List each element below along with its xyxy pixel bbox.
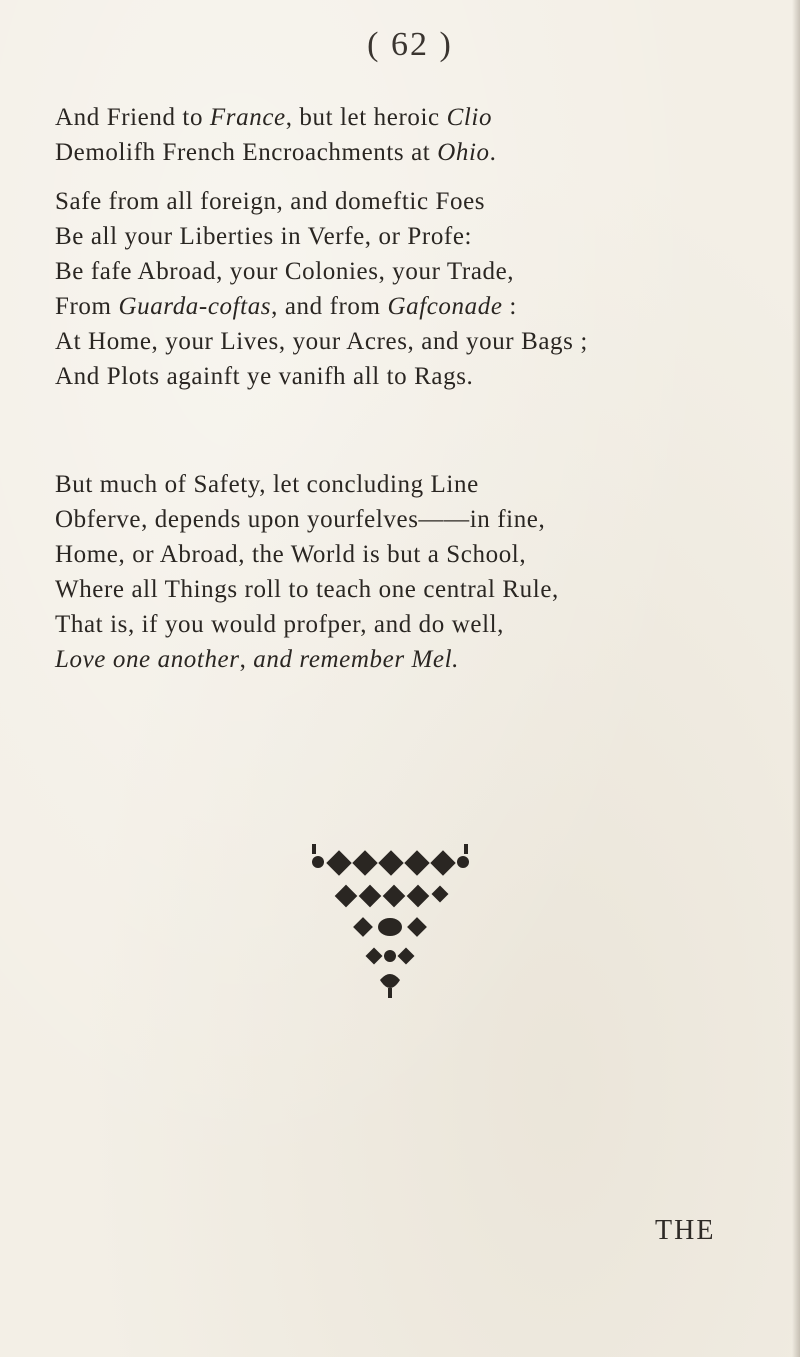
poem-line: [55, 254, 755, 289]
italic-text: Guarda-coftas: [118, 293, 272, 320]
line-text: , but let heroic: [285, 104, 447, 131]
poem-line: [55, 467, 755, 502]
line-text: At Home, your Lives, your Acres, and your Bags ;: [55, 328, 588, 355]
ornament-row-2: [335, 885, 449, 908]
stanza-2: [55, 184, 755, 394]
italic-text: Ohio: [437, 139, 490, 166]
poem-line: [55, 219, 755, 254]
line-text: Demolifh French Encroachments at: [55, 139, 438, 166]
italic-text: and remember Mel.: [253, 646, 460, 673]
poem-line: [55, 289, 755, 324]
poem-line: [55, 502, 755, 537]
tailpiece-ornament: [300, 840, 480, 1020]
italic-text: Love one another: [55, 646, 240, 673]
line-text: And Friend to: [55, 104, 210, 131]
stanza-1: [55, 100, 755, 170]
line-text: :: [502, 293, 517, 320]
page-edge-shadow: [792, 0, 800, 1357]
poem-line: [55, 100, 755, 135]
italic-text: Gafconade: [387, 293, 503, 320]
line-text: Home, or Abroad, the World is but a School,: [55, 541, 527, 568]
line-text: .: [489, 139, 497, 166]
poem-line: [55, 359, 755, 394]
italic-text: Clio: [446, 104, 493, 131]
poem-line: [55, 572, 755, 607]
line-text: And Plots againft ye vanifh all to Rags.: [55, 363, 474, 390]
line-text: But much of Safety, let concluding Line: [55, 471, 479, 498]
line-text: Obferve, depends upon yourfelves——in fine,: [55, 506, 546, 533]
poem-line: [55, 607, 755, 642]
poem-line: [55, 135, 755, 170]
ornament-row-3: [353, 917, 427, 937]
italic-text: France: [209, 104, 286, 131]
line-text: Where all Things roll to teach one central Rule,: [55, 576, 559, 603]
ornament-row-5: [380, 974, 400, 998]
ornament-row-1: [312, 844, 469, 876]
line-text: From: [55, 293, 119, 320]
ornament-row-4: [366, 948, 415, 965]
line-text: , and from: [271, 293, 388, 320]
line-text: Be fafe Abroad, your Colonies, your Trade,: [55, 258, 515, 285]
line-text: Be all your Liberties in Verfe, or Profe:: [55, 223, 473, 250]
line-text: ,: [239, 646, 254, 673]
stanza-3: [55, 467, 755, 677]
poem-line: [55, 324, 755, 359]
poem-line: [55, 184, 755, 219]
line-text: That is, if you would profper, and do well,: [55, 611, 505, 638]
catchword: THE: [655, 1215, 716, 1246]
poem-line: [55, 537, 755, 572]
page-number: ( 62 ): [367, 26, 453, 63]
line-text: Safe from all foreign, and domeftic Foes: [55, 188, 486, 215]
poem-line: [55, 642, 755, 677]
